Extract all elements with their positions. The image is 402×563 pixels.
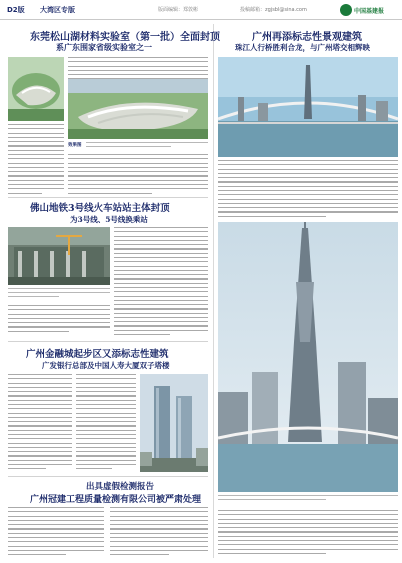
songshan-lab-rendering [8,57,64,121]
page-number: D2版 [7,6,25,14]
songshan-lab-aerial-photo [68,79,208,139]
jinrong-towers-rendering [140,374,208,472]
section-rule [8,476,208,477]
article-subtitle-jinrong: 广发银行总部及中国人寿大厦双子塔楼 [42,361,170,370]
column-divider [213,24,214,558]
photo-caption-foshan [8,288,110,304]
page-header [0,0,402,20]
article-body-guangzhou-col2 [218,510,398,558]
article-body-guanjian-col2 [110,507,208,559]
article-body-guangzhou-col1 [218,160,398,218]
article-subtitle-foshan: 为3号线、5号线换乘站 [70,215,148,224]
brand-name: 中国基建报 [354,8,385,15]
article-body-foshan-col2 [114,227,208,337]
article-headline-guangzhou: 广州再添标志性景观建筑 [252,32,362,43]
submission-email: 投稿邮箱：zgjsbl@sina.com [240,7,307,13]
section-title: 大湾区专版 [40,6,75,14]
article-body-songshan-col3 [8,124,64,194]
photo-caption-lead: 效果图 [68,143,82,148]
article-headline-songshan: 东莞松山湖材料实验室（第一批）全面封顶 [30,32,220,43]
photo-caption-guangzhou [218,495,398,507]
article-headline-guanjian-line2: 广州冠建工程质量检测有限公司被严肃处理 [30,495,202,505]
section-rule [8,197,208,198]
article-subtitle-guangzhou: 珠江人行桥胜利合龙，与广州塔交相辉映 [235,43,370,52]
newspaper-logo [340,3,398,17]
article-body-guanjian-col1 [8,507,104,559]
canton-tower-photo [218,222,398,492]
article-body-songshan-col4 [68,154,208,194]
photo-caption-songshan [86,142,208,152]
article-body-jinrong-col2 [76,374,136,474]
article-body-foshan-col1 [8,305,110,337]
section-rule [8,341,208,342]
foshan-station-photo [8,227,110,285]
article-headline-foshan: 佛山地铁3号线火车站站主体封顶 [30,203,170,214]
article-headline-jinrong: 广州金融城起步区又添标志性建筑 [26,349,169,360]
editor-credit: 版面编辑：郑敦彬 [158,7,199,13]
article-subtitle-songshan: 系广东围家省级实验室之一 [56,42,152,52]
pedestrian-bridge-photo [218,57,398,157]
brand-mark-icon [340,4,352,16]
article-headline-guanjian-line1: 出具虚假检测报告 [86,482,155,492]
article-body-jinrong-col1 [8,374,72,474]
